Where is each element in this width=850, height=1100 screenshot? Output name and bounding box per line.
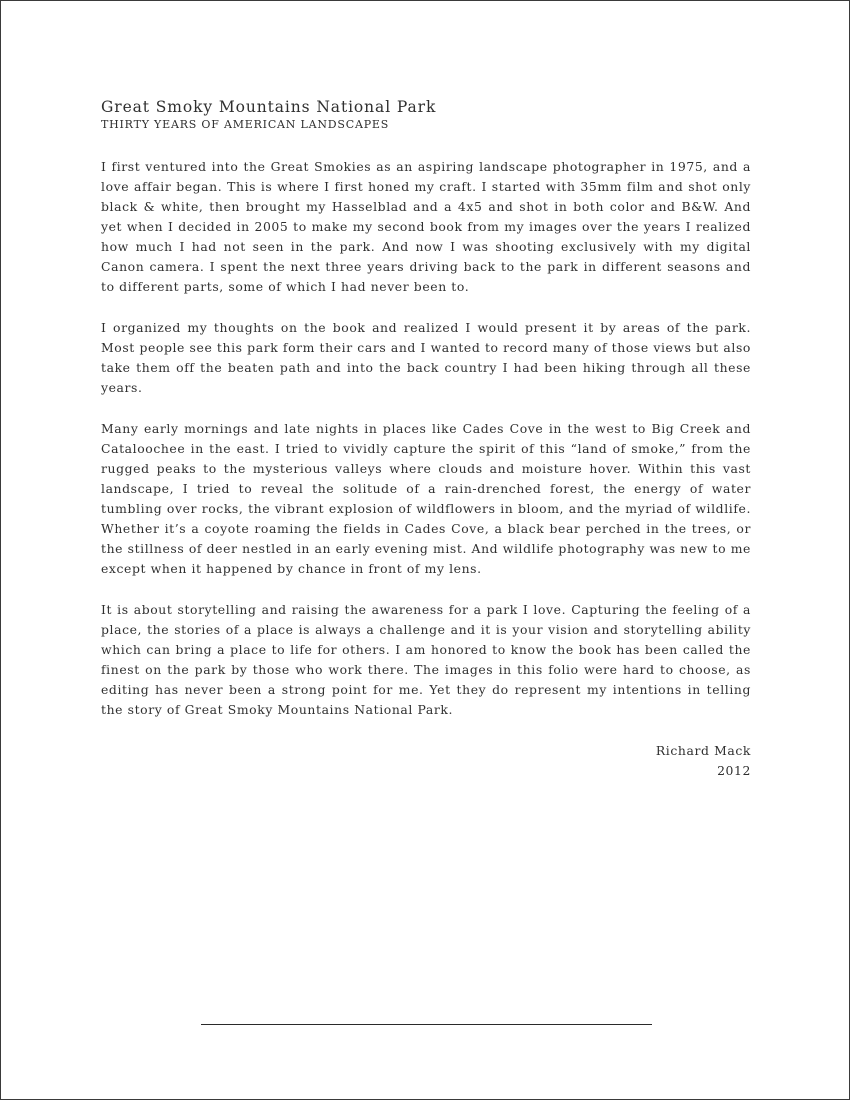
paragraph-1: I first ventured into the Great Smokies as an aspiring landscape photographer in 1975, and a love affair began. This is where I first honed my craft. I started with 35mm film and shot only black & white, then brought my Hasselblad and a 4x5 and shot in both color and B&W. And yet when I decided in 2005 to make my second book from my images over the years I realized how much I had not seen in the park. And now I was shooting exclusively with my digital Canon camera. I spent the next three years driving back to the park in different seasons and to different parts, some of which I had never been to. [101, 159, 751, 294]
document-subtitle: THIRTY YEARS OF AMERICAN LANDSCAPES [101, 118, 390, 131]
bottom-divider [201, 1024, 652, 1025]
document-content [101, 97, 751, 781]
author-name: Richard Mack [655, 743, 751, 758]
paragraph-2: I organized my thoughts on the book and realized I would present it by areas of the park. Most people see this park form their cars and I wanted to record many of those views but also take them off the beaten path and into the back country I had been hiking through all these years. [101, 320, 751, 395]
paragraph-4: It is about storytelling and raising the awareness for a park I love. Capturing the feeling of a place, the stories of a place is always a challenge and it is your vision and storytelling ability which can bring a place to life for others. I am honored to know the book has been called the finest on the park by those who work there. The images in this folio were hard to choose, as editing has never been a strong point for me. Yet they do represent my intentions in telling the story of Great Smoky Mountains National Park. [101, 602, 751, 717]
paragraph-3: Many early mornings and late nights in places like Cades Cove in the west to Big Creek and Cataloochee in the east. I tried to vividly capture the spirit of this “land of smoke,” from the rugged peaks to the mysterious valleys where clouds and moisture hover. Within this vast landscape, I tried to reveal the solitude of a rain-drenched forest, the energy of water tumbling over rocks, the vibrant explosion of wildflowers in bloom, and the myriad of wildlife. Whether it’s a coyote roaming the fields in Cades Cove, a black bear perched in the trees, or the stillness of deer nestled in an early evening mist. And wildlife photography was new to me except when it happened by chance in front of my lens. [101, 421, 751, 576]
signature-block [101, 741, 751, 781]
signature-year: 2012 [717, 763, 751, 778]
document-title: Great Smoky Mountains National Park [101, 98, 437, 116]
